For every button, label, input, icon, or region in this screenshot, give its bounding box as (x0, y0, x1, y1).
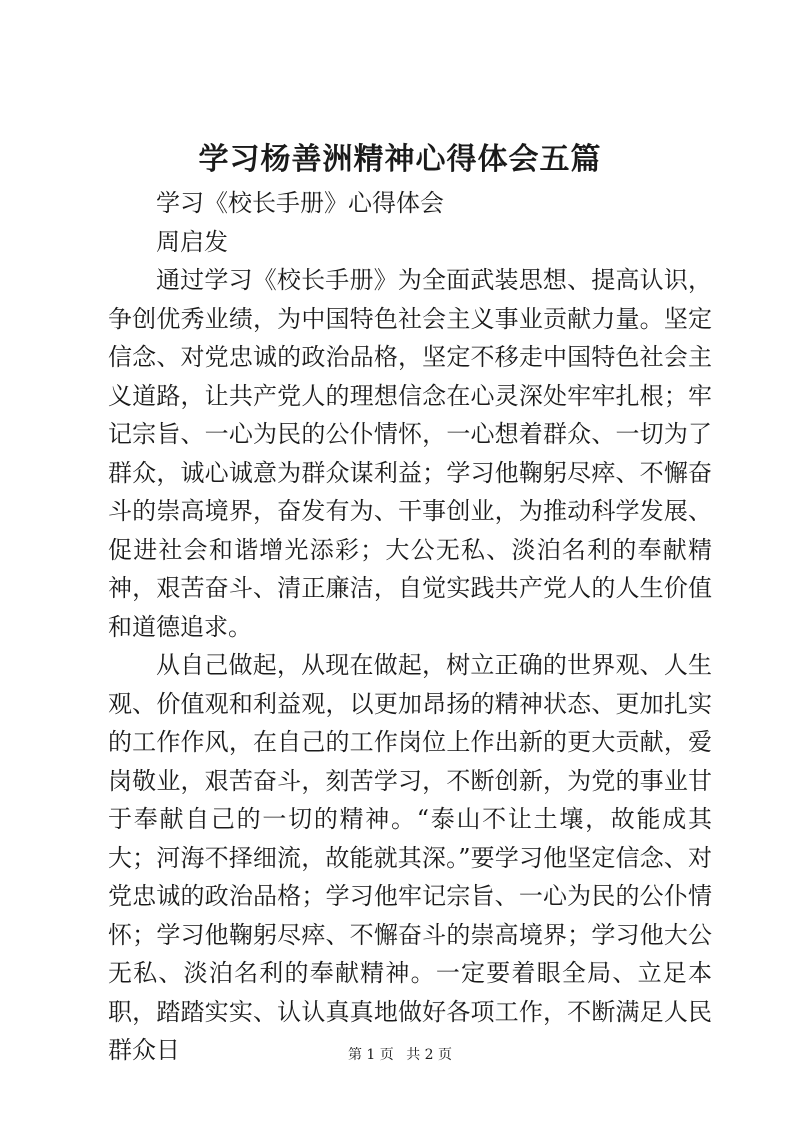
page-total: 共 2 页 (406, 1047, 453, 1063)
document-body (108, 184, 712, 1070)
paragraph-2: 从自己做起，从现在做起，树立正确的世界观、人生观、价值观和利益观，以更加昂扬的精神状态、更加扎实的工作作风，在自己的工作岗位上作出新的更大贡献，爱岗敬业，艰苦奋斗，刻苦学习，不断创新，为党的事业甘于奉献自己的一切的精神。“泰山不让土壤，故能成其大；河海不择细流，故能就其深。”要学习他坚定信念、对党忠诚的政治品格；学习他牢记宗旨、一心为民的公仆情怀；学习他鞠躬尽瘁、不懈奋斗的崇高境界；学习他大公无私、淡泊名利的奉献精神。一定要着眼全局、立足本职，踏踏实实、认认真真地做好各项工作，不断满足人民群众日 (108, 651, 712, 1064)
document-title: 学习杨善洲精神心得体会五篇 (198, 142, 602, 177)
paragraph-1: 通过学习《校长手册》为全面武装思想、提高认识，争创优秀业绩，为中国特色社会主义事业贡献力量。坚定信念、对党忠诚的政治品格，坚定不移走中国特色社会主义道路，让共产党人的理想信念在心灵深处牢牢扎根；牢记宗旨、一心为民的公仆情怀，一心想着群众、一切为了群众，诚心诚意为群众谋利益；学习他鞠躬尽瘁、不懈奋斗的崇高境界，奋发有为、干事创业，为推动科学发展、促进社会和谐增光添彩；大公无私、淡泊名利的奉献精神，艰苦奋斗、清正廉洁，自觉实践共产党人的人生价值和道德追求。 (108, 266, 712, 641)
document-subtitle: 学习《校长手册》心得体会 (156, 189, 444, 217)
page-number: 第 1 页 (347, 1047, 394, 1063)
page-footer (0, 1045, 800, 1065)
document-author: 周启发 (156, 227, 228, 256)
